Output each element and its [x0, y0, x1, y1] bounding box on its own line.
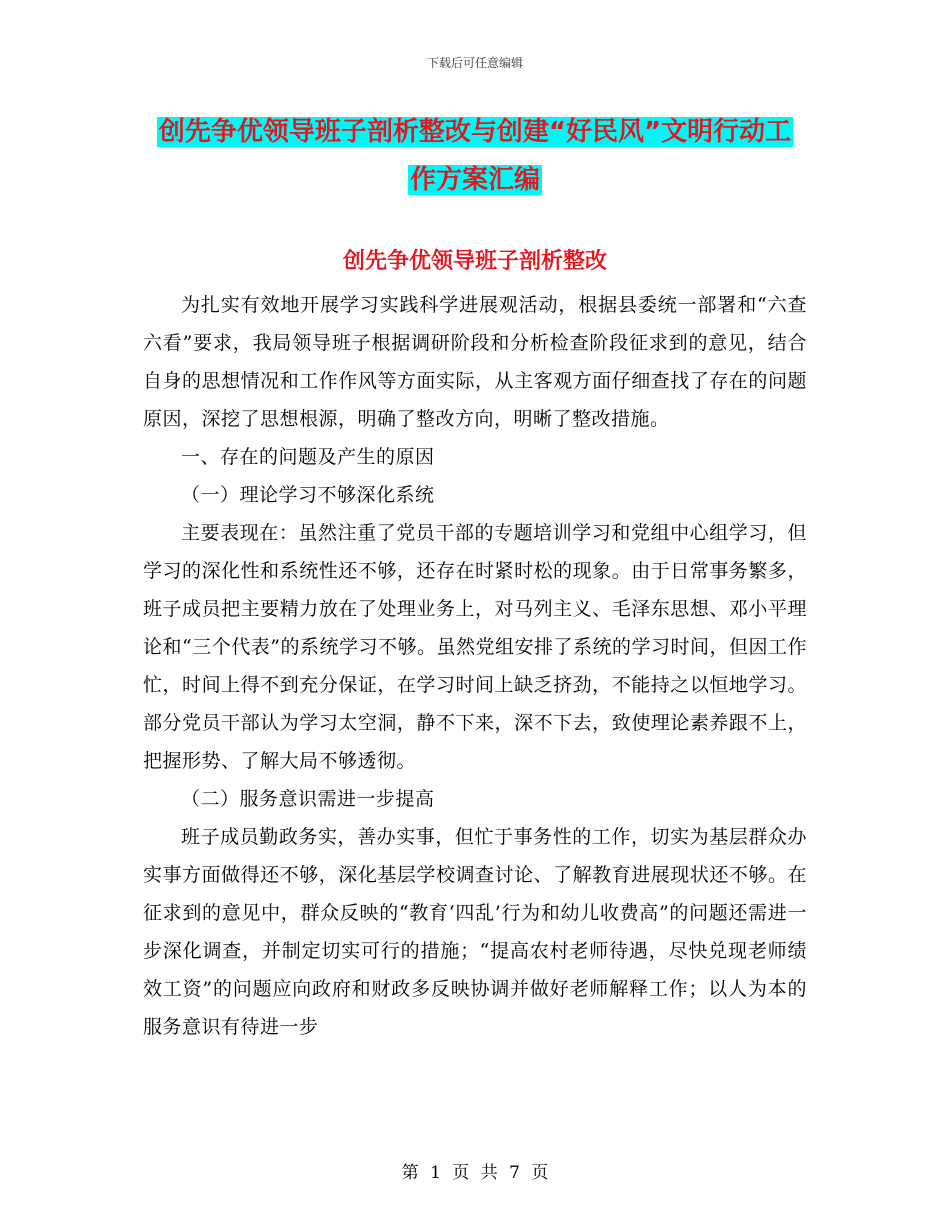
header-note: 下载后可任意编辑 [426, 56, 523, 70]
document-title [145, 108, 805, 204]
subheading-theory-study: （一）理论学习不够深化系统 [181, 484, 435, 506]
paragraph-intro: 为扎实有效地开展学习实践科学进展观活动，根据县委统一部署和“六查六看”要求，我局领导班子根据调研阶段和分析检查阶段征求到的意见，结合自身的思想情况和工作作风等方面实际，从主客观方面仔细查找了存在的问题原因，深挖了思想根源，明确了整改方向，明晰了整改措施。 [143, 294, 807, 430]
document-title-text: 创先争优领导班子剖析整改与创建“好民风”文明行动工作方案汇编 [158, 117, 792, 195]
page-footer: 第 1 页 共 7 页 [401, 1163, 549, 1183]
document-body [143, 286, 807, 1046]
paragraph-theory-study: 主要表现在：虽然注重了党员干部的专题培训学习和党组中心组学习，但学习的深化性和系统性还不够，还存在时紧时松的现象。由于日常事务繁多，班子成员把主要精力放在了处理业务上，对马列主义、毛泽东思想、邓小平理论和“三个代表”的系统学习不够。虽然党组安排了系统的学习时间，但因工作忙，时间上得不到充分保证，在学习时间上缺乏挤劲，不能持之以恒地学习。部分党员干部认为学习太空洞，静不下来，深不下去，致使理论素养跟不上，把握形势、了解大局不够透彻。 [143, 522, 807, 772]
subheading-service-awareness: （二）服务意识需进一步提高 [181, 788, 435, 810]
section-title: 创先争优领导班子剖析整改 [342, 249, 607, 274]
paragraph-service-awareness: 班子成员勤政务实，善办实事，但忙于事务性的工作，切实为基层群众办实事方面做得还不够，深化基层学校调查讨论、了解教育进展现状还不够。在征求到的意见中，群众反映的“教育‘四乱’行为和幼儿收费高”的问题还需进一步深化调查，并制定切实可行的措施；“提高农村老师待遇，尽快兑现老师绩效工资”的问题应向政府和财政多反映协调并做好老师解释工作；以人为本的服务意识有待进一步 [143, 826, 807, 1038]
heading-problems: 一、存在的问题及产生的原因 [181, 446, 435, 468]
